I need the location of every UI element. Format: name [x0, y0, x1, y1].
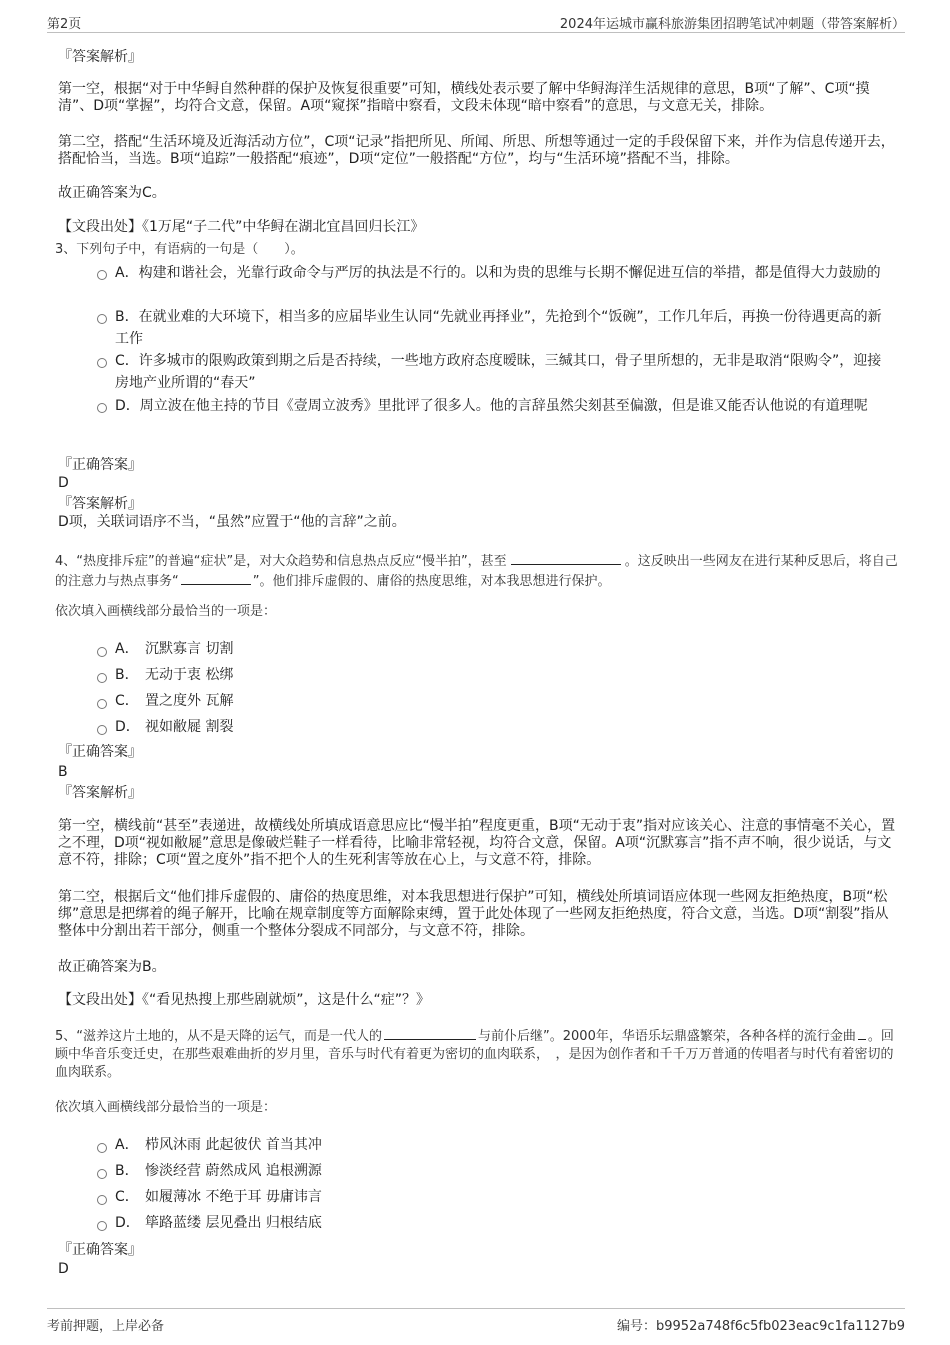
option-text: 如履薄冰 不绝于耳 毋庸讳言	[145, 1189, 322, 1205]
document-id: 编号：b9952a748f6c5fb023eac9c1fa1127b9	[617, 1319, 905, 1334]
q4-stem-part1: 4、“热度排斥症”的普遍“症状”是，对大众趋势和信息热点反应“慢半拍”，甚至	[55, 554, 507, 569]
q5-stem-part2: 与前仆后继”。2000年，华语乐坛鼎盛繁荣，各种各样的流行金曲	[478, 1029, 856, 1044]
q2-conclusion: 故正确答案为C。	[58, 185, 166, 201]
radio-button[interactable]	[97, 699, 107, 709]
q4-answer: B	[58, 764, 68, 780]
q3-stem: 3、下列句子中，有语病的一句是（ ）。	[55, 242, 304, 257]
q4-analysis-label: 『答案解析』	[58, 785, 142, 801]
option-letter: B．	[115, 667, 139, 683]
q4-stem-part3: ”。他们排斥虚假的、庸俗的热度思维，对本我思想进行保护。	[252, 574, 611, 589]
option-letter: B．	[115, 1163, 139, 1179]
radio-button[interactable]	[97, 1143, 107, 1153]
option-text: 无动于衷 松绑	[145, 667, 234, 683]
radio-button[interactable]	[97, 725, 107, 735]
page-footer	[47, 1308, 905, 1335]
q4-stem-part2: 。这反映出一些网友在进行某种反思后，将自己的注意力与热点事务“	[55, 554, 898, 589]
q3-answer-label: 『正确答案』	[58, 457, 142, 473]
q5-stem-part3: 。回顾中华音乐变迁史，在那些艰难曲折的岁月里，音乐与时代有着更为密切的血肉联系， ，是因为创作者和千千万万普通的传唱者与时代有着密切的血肉联系。	[55, 1029, 894, 1080]
fill-blank	[511, 551, 621, 565]
option-letter: A．	[115, 1137, 139, 1153]
q4-answer-label: 『正确答案』	[58, 744, 142, 760]
option-letter: C．	[115, 693, 139, 709]
option-text: 栉风沐雨 此起彼伏 首当其冲	[145, 1137, 322, 1153]
radio-button[interactable]	[97, 647, 107, 657]
q4-analysis-para1: 第一空，横线前“甚至”表递进，故横线处所填成语意思应比“慢半拍”程度更重，B项“无动于衷”指对应该关心、注意的事情毫不关心，置之不理，D项“视如敝屣”意思是像破烂鞋子一样看待，比喻非常轻视，均符合文意，保留。A项“沉默寡言”指不声不响，很少说话，与文意不符，排除；C项“置之度外”指不把个人的生死利害等放在心上，与文意不符，排除。	[58, 818, 896, 868]
q4-stem	[55, 551, 903, 591]
q4-conclusion: 故正确答案为B。	[58, 959, 166, 975]
fill-blank	[384, 1026, 476, 1040]
q2-analysis-label: 『答案解析』	[58, 49, 142, 65]
option-text: 置之度外 瓦解	[145, 693, 234, 709]
q4-instruction: 依次填入画横线部分最恰当的一项是：	[55, 604, 277, 619]
radio-button[interactable]	[97, 403, 107, 413]
option-text: 许多城市的限购政策到期之后是否持续，一些地方政府态度暧昧，三缄其口，骨子里所想的，无非是取消“限购令”，迎接房地产业所谓的“春天”	[115, 353, 882, 391]
q2-analysis-para2: 第二空，搭配“生活环境及近海活动方位”，C项“记录”指把所见、所闻、所思、所想等通过一定的手段保留下来，并作为信息传递开去，搭配恰当，当选。B项“追踪”一般搭配“痕迹”，D项“定位”一般搭配“方位”，均与“生活环境”搭配不当，排除。	[58, 134, 895, 167]
fill-blank	[181, 571, 251, 585]
option-text: 沉默寡言 切割	[145, 641, 234, 657]
radio-button[interactable]	[97, 1195, 107, 1205]
q5-stem-part1: 5、“滋养这片土地的，从不是天降的运气，而是一代人的	[55, 1029, 383, 1044]
radio-button[interactable]	[97, 1221, 107, 1231]
q3-analysis: D项，关联词语序不当，“虽然”应置于“他的言辞”之前。	[58, 514, 406, 530]
radio-button[interactable]	[97, 1169, 107, 1179]
option-text: 视如敝屣 割裂	[145, 719, 234, 735]
radio-button[interactable]	[97, 270, 107, 280]
q5-instruction: 依次填入画横线部分最恰当的一项是：	[55, 1100, 277, 1115]
q5-answer-label: 『正确答案』	[58, 1242, 142, 1258]
radio-button[interactable]	[97, 673, 107, 683]
option-letter: C．	[115, 1189, 139, 1205]
option-letter: D．	[115, 719, 140, 735]
radio-button[interactable]	[97, 314, 107, 324]
q5-stem	[55, 1026, 903, 1082]
option-text: 构建和谐社会，光靠行政命令与严厉的执法是不行的。以和为贵的思维与长期不懈促进互信的举措，都是值得大力鼓励的	[138, 265, 881, 281]
option-text: 筚路蓝缕 层见叠出 归根结底	[145, 1215, 322, 1231]
q3-answer: D	[58, 475, 69, 491]
page-header	[47, 12, 905, 33]
footer-slogan: 考前押题，上岸必备	[47, 1319, 165, 1334]
option-letter: B．	[115, 309, 139, 325]
option-text: 在就业难的大环境下，相当多的应届毕业生认同“先就业再择业”，先抢到个“饭碗”，工作几年后，再换一份待遇更高的新工作	[115, 309, 882, 347]
option-letter: A．	[115, 265, 139, 281]
document-title: 2024年运城市赢科旅游集团招聘笔试冲刺题（带答案解析）	[559, 17, 905, 32]
page-number: 第2页	[47, 17, 82, 32]
radio-button[interactable]	[97, 358, 107, 368]
option-text: 周立波在他主持的节目《壹周立波秀》里批评了很多人。他的言辞虽然尖刻甚至偏激，但是谁又能否认他说的有道理呢	[139, 398, 868, 414]
option-letter: D．	[115, 398, 140, 414]
q2-analysis-para1: 第一空，根据“对于中华鲟自然种群的保护及恢复很重要”可知，横线处表示要了解中华鲟海洋生活规律的意思，B项“了解”、C项“摸清”、D项“掌握”，均符合文意，保留。A项“窥探”指暗中察看，文段未体现“暗中察看”的意思，与文意无关，排除。	[58, 81, 870, 114]
option-letter: D．	[115, 1215, 140, 1231]
q4-source: 【文段出处】《“看见热搜上那些剧就烦”，这是什么“症”？》	[58, 992, 431, 1008]
option-letter: A．	[115, 641, 139, 657]
fill-blank	[858, 1026, 866, 1040]
q5-answer: D	[58, 1261, 69, 1277]
option-text: 惨淡经营 蔚然成风 追根溯源	[145, 1163, 322, 1179]
q3-analysis-label: 『答案解析』	[58, 496, 142, 512]
option-letter: C．	[115, 353, 139, 369]
q2-source: 【文段出处】《1万尾“子二代”中华鲟在湖北宜昌回归长江》	[58, 219, 425, 235]
q4-analysis-para2: 第二空，根据后文“他们排斥虚假的、庸俗的热度思维，对本我思想进行保护”可知，横线处所填词语应体现一些网友拒绝热度，B项“松绑”意思是把绑着的绳子解开，比喻在规章制度等方面解除束缚，置于此处体现了一些网友拒绝热度，符合文意，当选。D项“割裂”指从整体中分割出若干部分，侧重一个整体分裂成不同部分，与文意不符，排除。	[58, 889, 889, 939]
